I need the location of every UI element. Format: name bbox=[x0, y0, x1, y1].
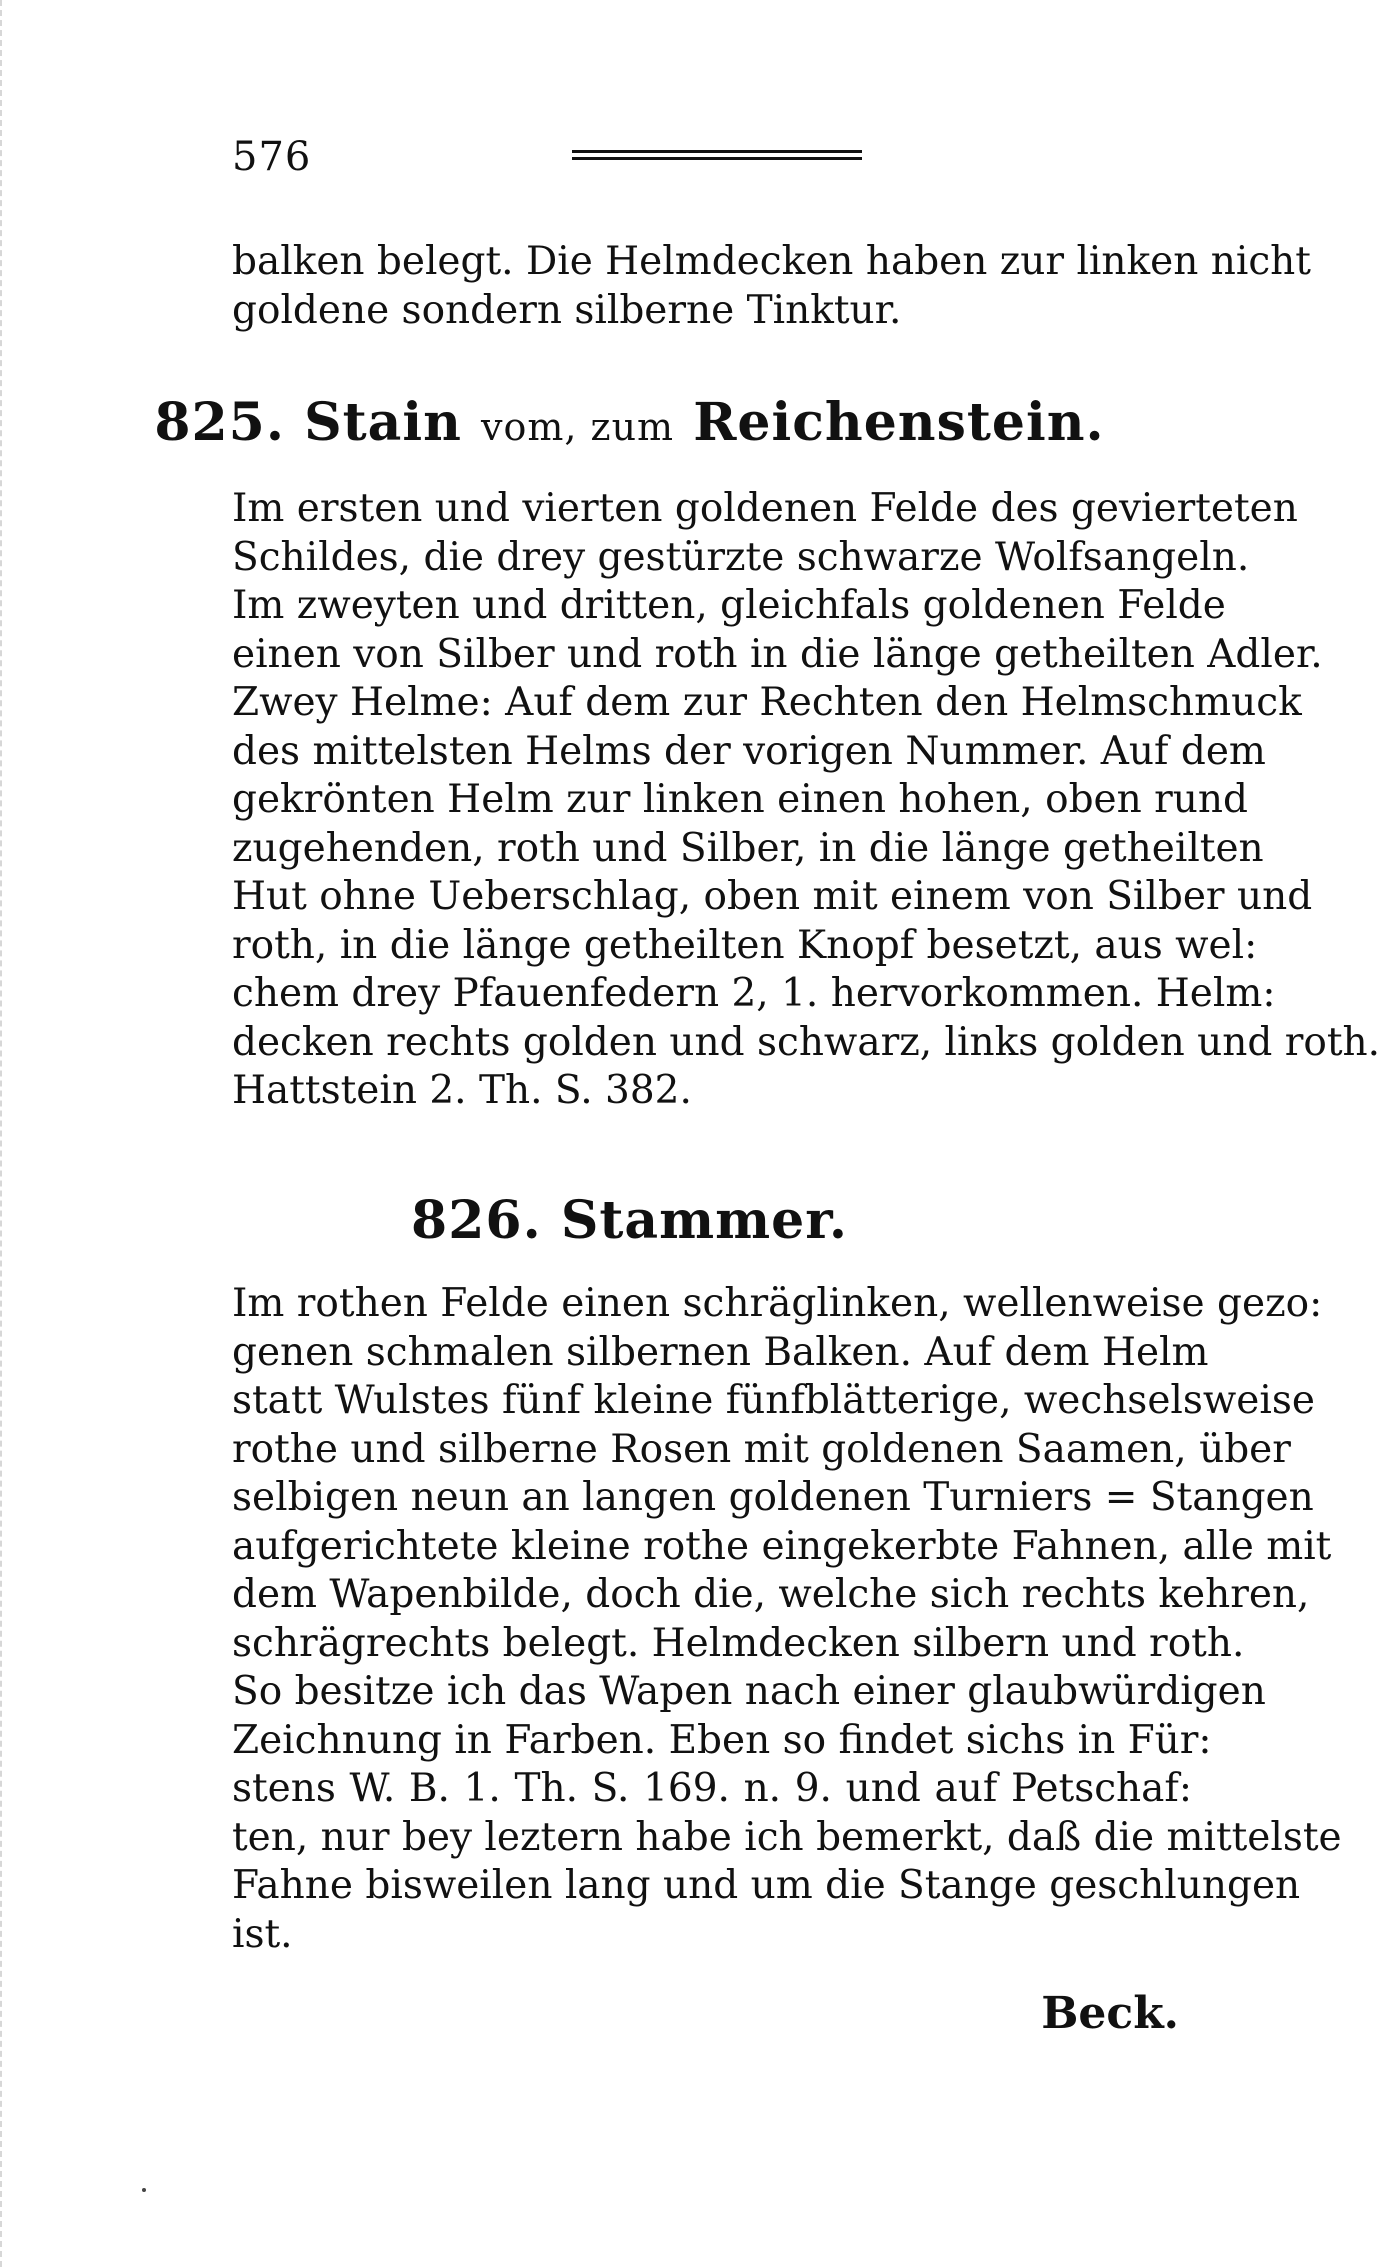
catchword: Beck. bbox=[1041, 1988, 1179, 2039]
text-line: goldene sondern silberne Tinktur. bbox=[232, 287, 902, 333]
header-ornament-rule bbox=[572, 150, 862, 162]
text-line: zugehenden, roth und Silber, in die länge getheilten bbox=[232, 825, 1264, 871]
text-line: So besitze ich das Wapen nach einer glaubwürdigen bbox=[232, 1669, 1266, 1714]
text-line: roth, in die länge getheilten Knopf besetzt, aus wel: bbox=[232, 922, 1258, 968]
entry-heading-826 bbox=[0, 1190, 1259, 1251]
text-line: Im zweyten und dritten, gleichfals goldenen Felde bbox=[232, 583, 1226, 628]
entry-heading-825 bbox=[0, 392, 1259, 453]
entry-title-main: Stain bbox=[304, 392, 462, 453]
text-line: Fahne bisweilen lang und um die Stange geschlungen bbox=[232, 1863, 1301, 1908]
entry-number: 825. bbox=[154, 392, 285, 453]
page-edge-marks bbox=[0, 0, 8, 2267]
text-line: einen von Silber und roth in die länge getheilten Adler. bbox=[232, 631, 1323, 677]
text-line: Zeichnung in Farben. Eben so findet sichs in Für: bbox=[232, 1717, 1212, 1763]
entry-title-end: Reichenstein. bbox=[693, 392, 1105, 453]
text-line: chem drey Pfauenfedern 2, 1. hervorkommen. Helm: bbox=[232, 971, 1276, 1016]
text-line: des mittelsten Helms der vorigen Nummer. Auf dem bbox=[232, 728, 1266, 774]
paper-speck bbox=[142, 2188, 146, 2192]
text-line: schrägrechts belegt. Helmdecken silbern und roth. bbox=[232, 1620, 1245, 1666]
page-number: 576 bbox=[232, 134, 312, 180]
text-line: ten, nur bey leztern habe ich bemerkt, daß die mittelste bbox=[232, 1814, 1342, 1860]
text-line: Schildes, die drey gestürzte schwarze Wolfsangeln. bbox=[232, 534, 1250, 580]
entry-body-825 bbox=[232, 485, 1380, 1116]
text-line: Im ersten und vierten goldenen Felde des gevierteten bbox=[232, 486, 1298, 531]
text-line: rothe und silberne Rosen mit goldenen Saamen, über bbox=[232, 1426, 1291, 1472]
citation-line: Hattstein 2. Th. S. 382. bbox=[232, 1068, 692, 1113]
text-line: balken belegt. Die Helmdecken haben zur linken nicht bbox=[232, 239, 1311, 284]
page-header bbox=[232, 134, 932, 186]
entry-title-main: Stammer. bbox=[560, 1190, 848, 1251]
carryover-paragraph bbox=[232, 238, 1311, 335]
text-line: Im rothen Felde einen schräglinken, wellenweise gezo: bbox=[232, 1281, 1323, 1326]
text-line: Hut ohne Ueberschlag, oben mit einem von Silber und bbox=[232, 874, 1313, 919]
entry-number: 826. bbox=[411, 1190, 542, 1251]
text-line: aufgerichtete kleine rothe eingekerbte Fahnen, alle mit bbox=[232, 1523, 1332, 1569]
text-line: selbigen neun an langen goldenen Turniers = Stangen bbox=[232, 1475, 1314, 1520]
text-line: decken rechts golden und schwarz, links golden und roth. bbox=[232, 1019, 1380, 1065]
text-line: ist. bbox=[232, 1911, 293, 1957]
text-line: genen schmalen silbernen Balken. Auf dem Helm bbox=[232, 1329, 1209, 1375]
text-line: Zwey Helme: Auf dem zur Rechten den Helmschmuck bbox=[232, 680, 1302, 725]
entry-body-826 bbox=[232, 1280, 1342, 1959]
text-line: stens W. B. 1. Th. S. 169. n. 9. und auf Petschaf: bbox=[232, 1766, 1192, 1811]
text-line: gekrönten Helm zur linken einen hohen, oben rund bbox=[232, 777, 1248, 822]
entry-title-mid: vom, zum bbox=[481, 405, 675, 449]
text-line: statt Wulstes fünf kleine fünfblätterige, wechselsweise bbox=[232, 1378, 1315, 1423]
text-line: dem Wapenbilde, doch die, welche sich rechts kehren, bbox=[232, 1572, 1310, 1617]
